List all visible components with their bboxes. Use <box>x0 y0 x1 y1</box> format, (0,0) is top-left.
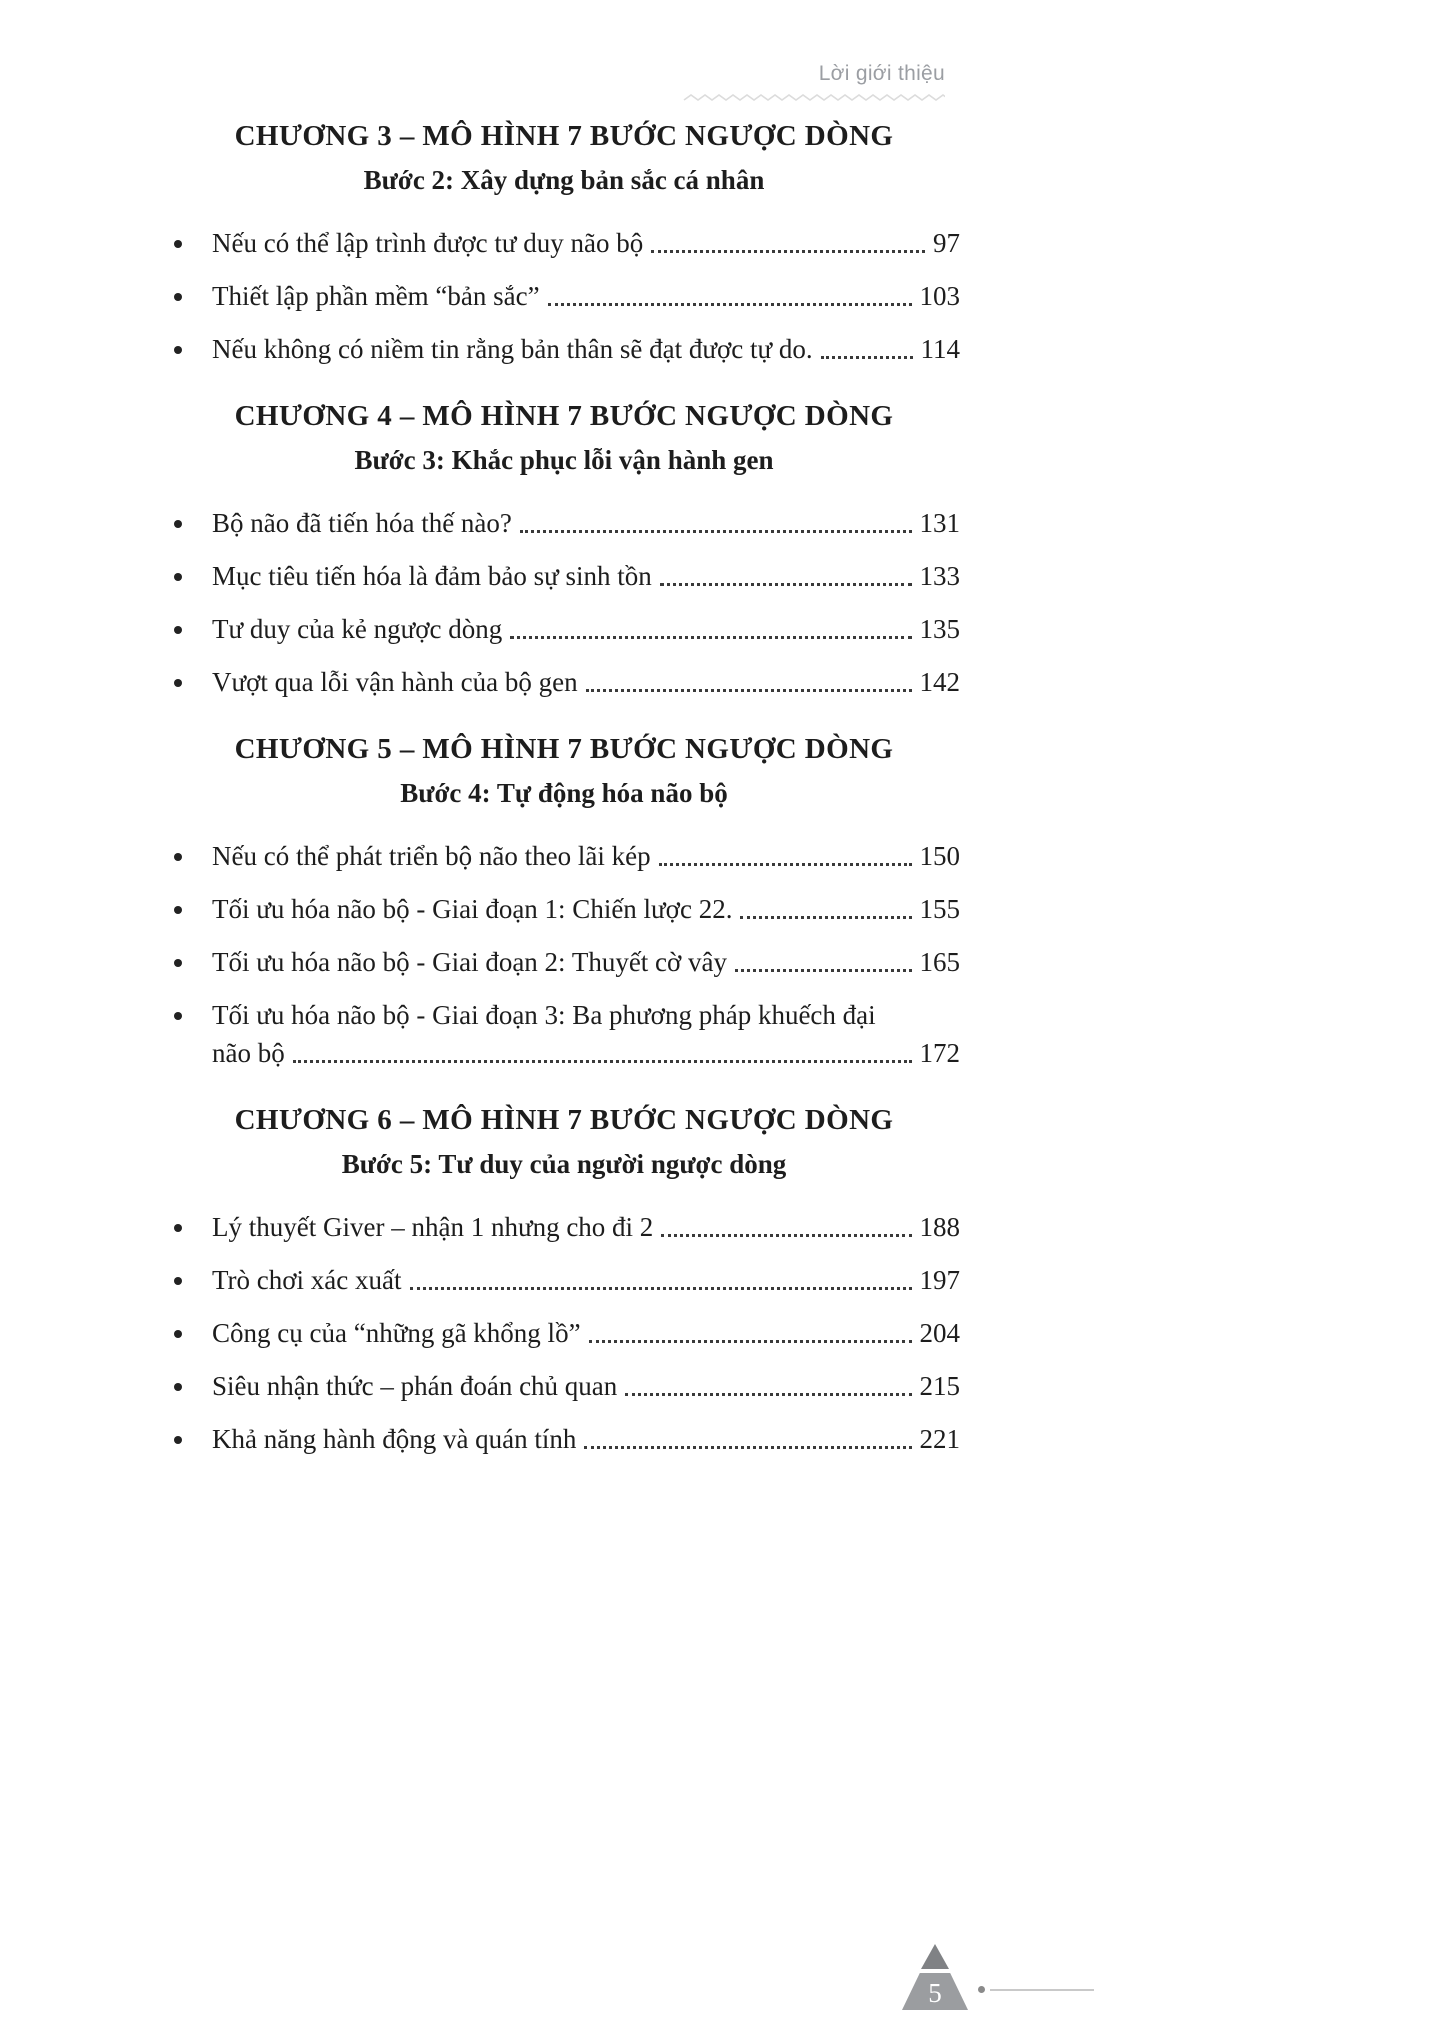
entry-page-number: 204 <box>919 1318 960 1348</box>
toc-entry <box>168 506 960 540</box>
chapter-subtitle: Bước 3: Khắc phục lỗi vận hành gen <box>354 445 774 475</box>
chapter-subtitle: Bước 5: Tư duy của người ngược dòng <box>341 1149 787 1179</box>
toc-entry <box>168 1422 960 1456</box>
footer-dot-decoration <box>978 1986 985 1993</box>
table-of-contents <box>168 120 960 1475</box>
bullet-icon <box>174 1383 182 1391</box>
chapter-subtitle: Bước 2: Xây dựng bản sắc cá nhân <box>363 165 765 195</box>
entry-line <box>168 1369 960 1403</box>
bullet-icon <box>174 520 182 528</box>
bullet-icon <box>174 679 182 687</box>
entry-page-number: 135 <box>919 614 960 644</box>
page-header <box>683 62 945 103</box>
entry-label-continued: não bộ <box>212 1038 285 1068</box>
toc-entry <box>168 665 960 699</box>
entry-label: Siêu nhận thức – phán đoán chủ quan <box>212 1371 618 1401</box>
entry-page-number: 172 <box>919 1038 960 1068</box>
entry-label: Thiết lập phần mềm “bản sắc” <box>212 281 540 311</box>
bullet-icon <box>174 1330 182 1338</box>
entry-line <box>168 559 960 593</box>
dot-leader <box>661 1234 911 1237</box>
entry-line <box>168 945 960 979</box>
chapter-title: CHƯƠNG 4 – MÔ HÌNH 7 BƯỚC NGƯỢC DÒNG <box>234 400 894 432</box>
toc-entry <box>168 892 960 926</box>
dot-leader <box>659 863 912 866</box>
dot-leader <box>548 303 912 306</box>
footer-line-decoration <box>990 1989 1094 1991</box>
entry-line <box>168 612 960 646</box>
entry-label: Nếu có thể phát triển bộ não theo lãi kép <box>212 841 651 871</box>
entry-page-number: 197 <box>919 1265 960 1295</box>
bullet-icon <box>174 293 182 301</box>
entry-line <box>168 839 960 873</box>
dot-leader <box>625 1393 911 1396</box>
entry-page-number: 133 <box>919 561 960 591</box>
toc-section <box>168 120 960 366</box>
bullet-icon <box>174 906 182 914</box>
bullet-icon <box>174 853 182 861</box>
entry-line <box>168 279 960 313</box>
pyramid-page-marker <box>902 1944 968 2012</box>
entry-label: Tối ưu hóa não bộ - Giai đoạn 3: Ba phương pháp khuếch đại <box>212 1000 876 1030</box>
toc-entry <box>168 839 960 873</box>
entry-label: Tư duy của kẻ ngược dòng <box>212 614 503 644</box>
entry-page-number: 221 <box>919 1424 960 1454</box>
bullet-icon <box>174 1224 182 1232</box>
bullet-icon <box>174 1436 182 1444</box>
toc-entry <box>168 559 960 593</box>
chapter-subtitle: Bước 4: Tự động hóa não bộ <box>400 778 728 808</box>
toc-entry <box>168 1210 960 1244</box>
toc-entry <box>168 1263 960 1297</box>
toc-entry <box>168 1369 960 1403</box>
entry-line <box>168 1316 960 1350</box>
entry-label: Trò chơi xác xuất <box>212 1265 402 1295</box>
dot-leader <box>586 689 912 692</box>
wavy-underline-decoration <box>683 91 945 103</box>
entry-line <box>168 332 960 366</box>
toc-section <box>168 733 960 1070</box>
entry-page-number: 155 <box>919 894 960 924</box>
bullet-icon <box>174 1012 182 1020</box>
entry-page-number: 165 <box>919 947 960 977</box>
entry-label: Lý thuyết Giver – nhận 1 nhưng cho đi 2 <box>212 1212 654 1242</box>
entry-page-number: 97 <box>933 228 960 258</box>
toc-entry <box>168 612 960 646</box>
entry-page-number: 142 <box>919 667 960 697</box>
entry-label: Nếu có thể lập trình được tư duy não bộ <box>212 228 644 258</box>
toc-entry <box>168 945 960 979</box>
entry-page-number: 215 <box>919 1371 960 1401</box>
dot-leader <box>510 636 911 639</box>
dot-leader <box>293 1060 912 1063</box>
toc-entry <box>168 226 960 260</box>
chapter-title: CHƯƠNG 5 – MÔ HÌNH 7 BƯỚC NGƯỢC DÒNG <box>234 733 894 765</box>
chapter-title: CHƯƠNG 6 – MÔ HÌNH 7 BƯỚC NGƯỢC DÒNG <box>234 1104 894 1136</box>
entry-line-continuation <box>212 1036 960 1070</box>
toc-entry <box>168 279 960 313</box>
entry-label: Công cụ của “những gã khổng lồ” <box>212 1318 581 1348</box>
toc-section <box>168 1104 960 1456</box>
bullet-icon <box>174 240 182 248</box>
entry-label: Nếu không có niềm tin rằng bản thân sẽ đạt được tự do. <box>212 334 813 364</box>
entry-label: Bộ não đã tiến hóa thế nào? <box>212 508 512 538</box>
dot-leader <box>660 583 912 586</box>
entry-label: Vượt qua lỗi vận hành của bộ gen <box>212 667 578 697</box>
running-head: Lời giới thiệu <box>818 62 945 85</box>
dot-leader <box>589 1340 912 1343</box>
entry-line <box>168 892 960 926</box>
entry-page-number: 103 <box>919 281 960 311</box>
dot-leader <box>410 1287 912 1290</box>
toc-entry <box>168 332 960 366</box>
entry-page-number: 150 <box>919 841 960 871</box>
dot-leader <box>735 969 911 972</box>
toc-section <box>168 400 960 699</box>
entry-page-number: 131 <box>919 508 960 538</box>
entry-line <box>168 998 960 1032</box>
bullet-icon <box>174 573 182 581</box>
entry-line <box>168 665 960 699</box>
dot-leader <box>740 916 911 919</box>
entry-line <box>168 506 960 540</box>
dot-leader <box>520 530 912 533</box>
entry-line <box>168 1422 960 1456</box>
entry-label: Mục tiêu tiến hóa là đảm bảo sự sinh tồn <box>212 561 652 591</box>
dot-leader <box>651 250 925 253</box>
entry-label: Khả năng hành động và quán tính <box>212 1424 577 1454</box>
entry-line <box>168 1263 960 1297</box>
bullet-icon <box>174 1277 182 1285</box>
chapter-title: CHƯƠNG 3 – MÔ HÌNH 7 BƯỚC NGƯỢC DÒNG <box>234 120 894 152</box>
entry-page-number: 188 <box>919 1212 960 1242</box>
entry-line <box>168 226 960 260</box>
bullet-icon <box>174 346 182 354</box>
bullet-icon <box>174 959 182 967</box>
bullet-icon <box>174 626 182 634</box>
entry-label: Tối ưu hóa não bộ - Giai đoạn 2: Thuyết cờ vây <box>212 947 728 977</box>
entry-line <box>168 1210 960 1244</box>
dot-leader <box>584 1446 911 1449</box>
entry-label: Tối ưu hóa não bộ - Giai đoạn 1: Chiến lược 22. <box>212 894 733 924</box>
entry-page-number: 114 <box>920 334 960 364</box>
dot-leader <box>821 356 913 359</box>
page-number: 5 <box>928 1978 942 2008</box>
wavy-path <box>684 95 945 100</box>
toc-entry <box>168 1316 960 1350</box>
pyramid-top-icon <box>921 1944 949 1969</box>
toc-entry <box>168 998 960 1070</box>
